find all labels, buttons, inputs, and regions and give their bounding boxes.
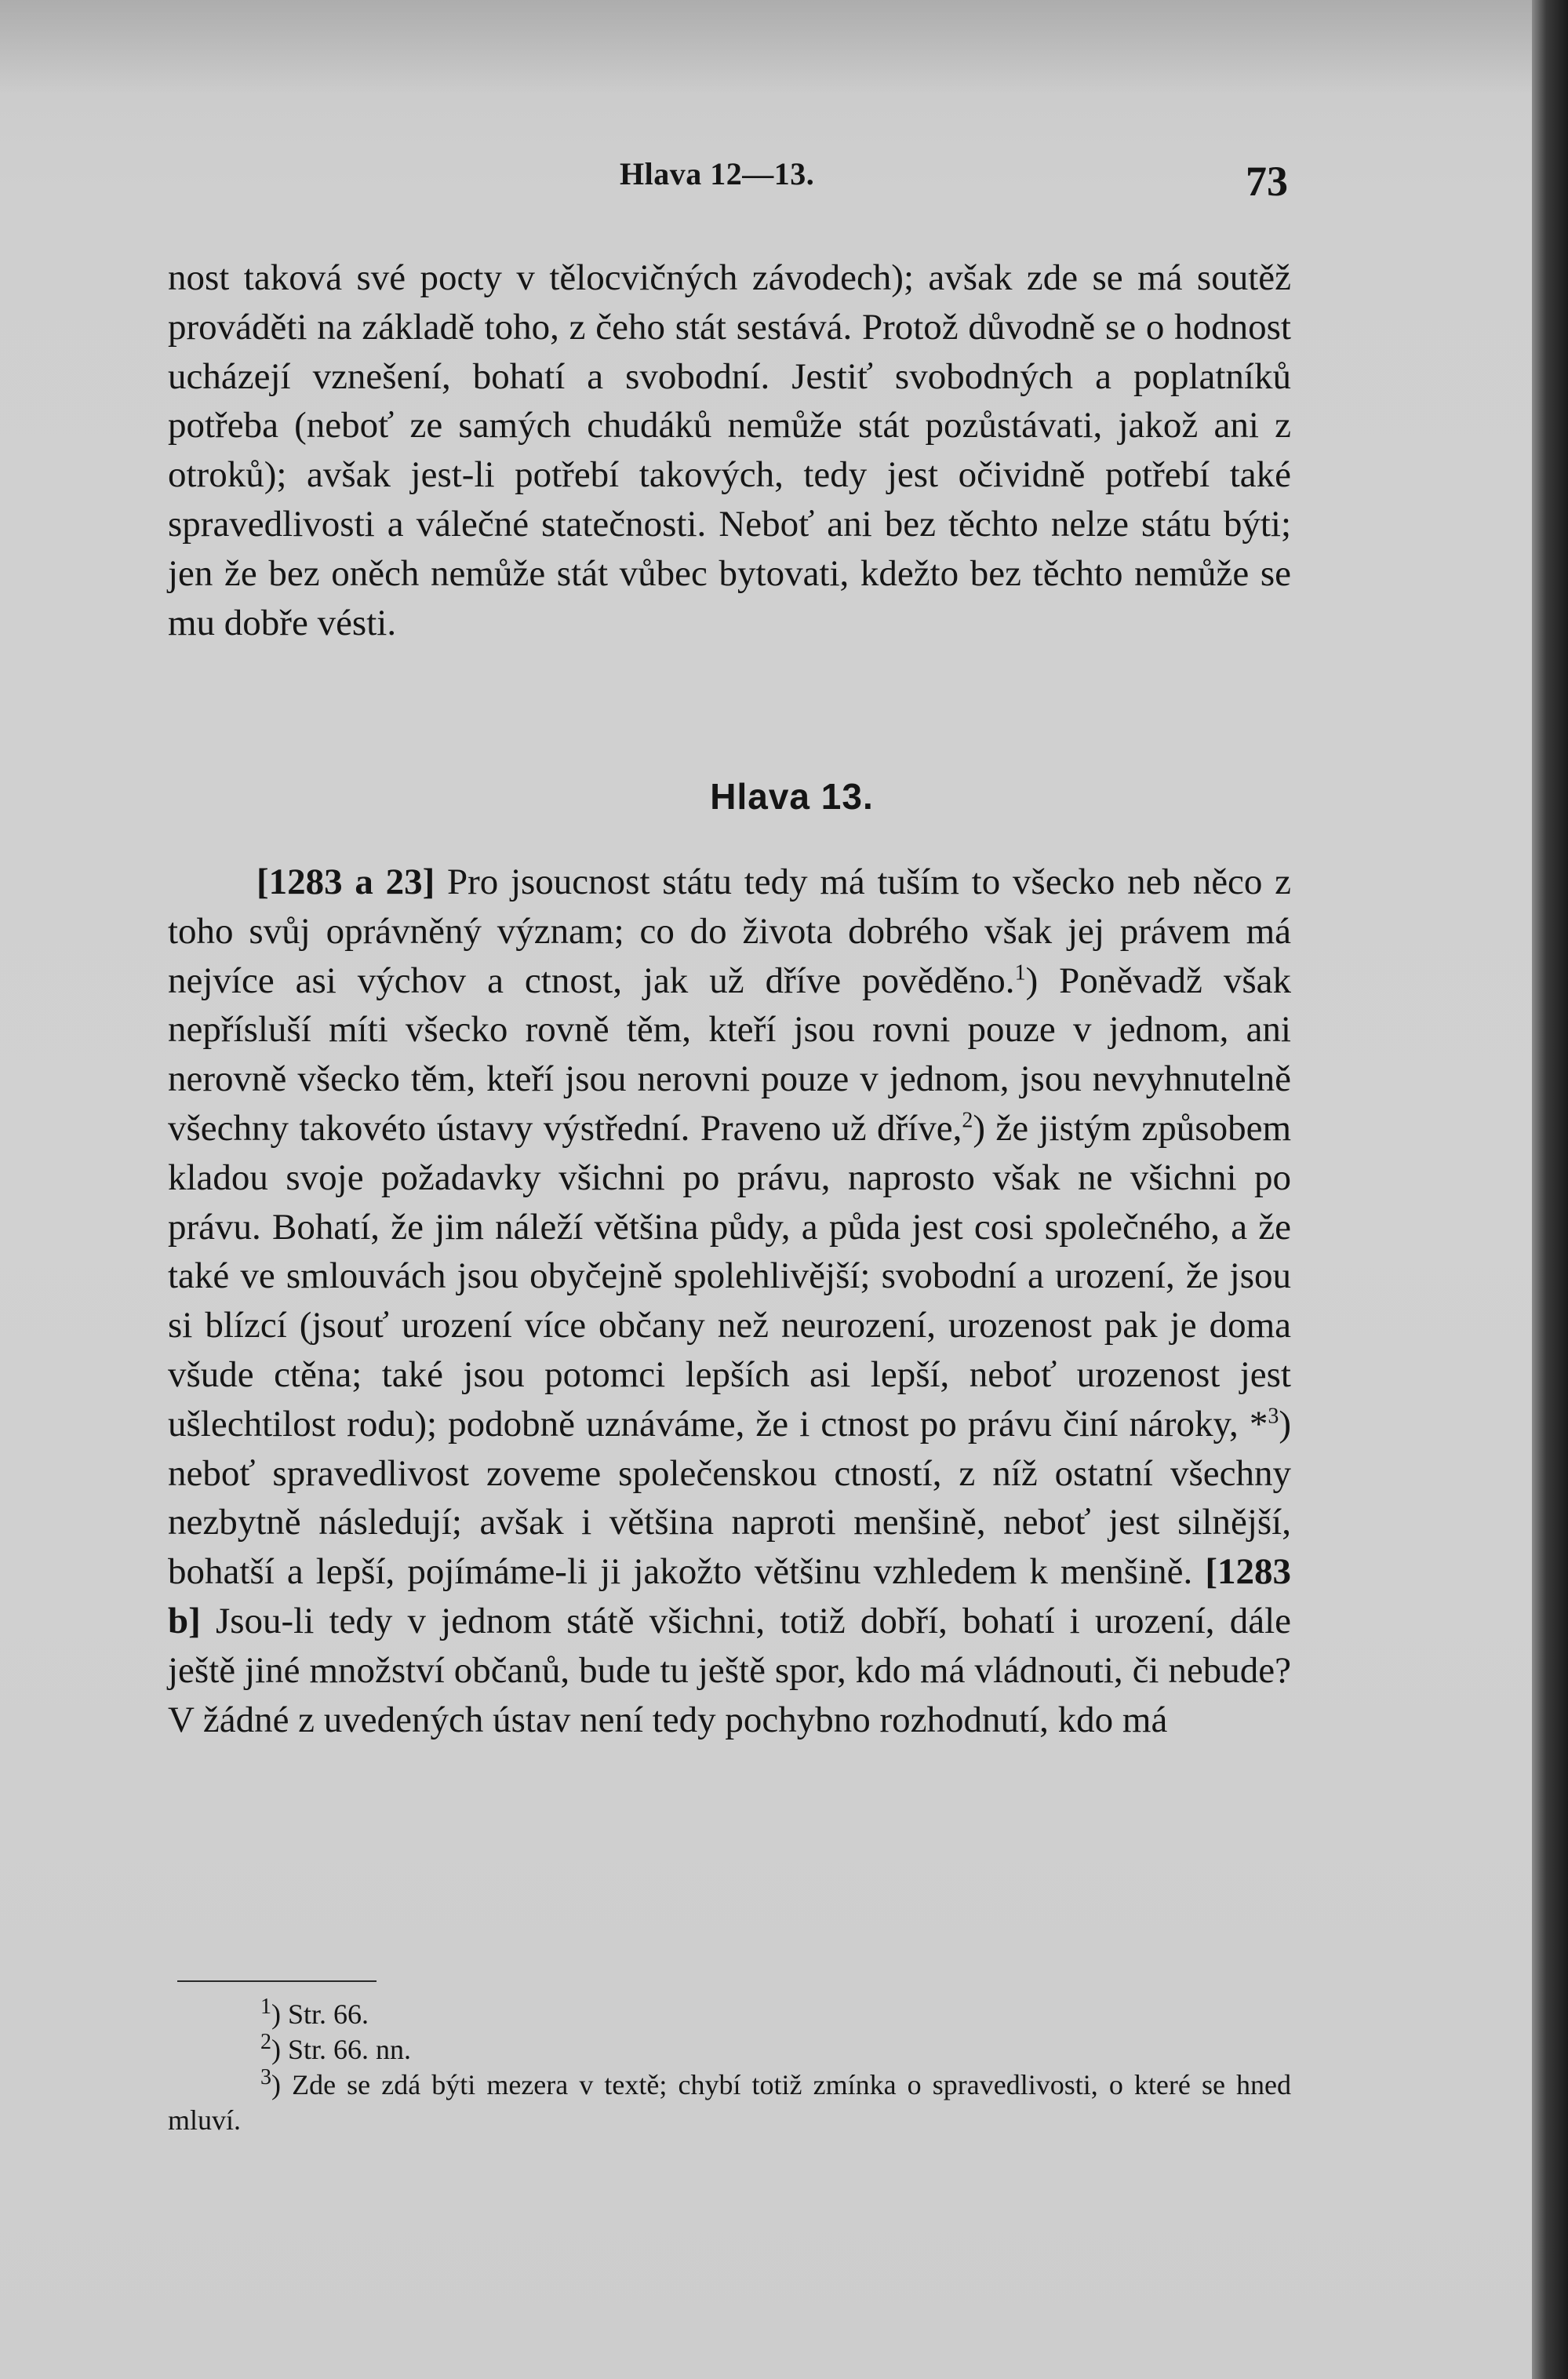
footnote-divider bbox=[177, 1980, 377, 1982]
continuation-paragraph bbox=[168, 253, 1291, 647]
chapter-paragraph bbox=[168, 858, 1291, 1744]
footnote-text: ) Str. 66. bbox=[271, 1998, 369, 2030]
page-number: 73 bbox=[1246, 158, 1288, 205]
footnote-mark: 1 bbox=[260, 1995, 271, 2019]
text-segment-1: Pro jsoucnost státu tedy má tuším to všecko neb něco z toho svůj oprávněný význam; co do života dobrého však jej právem má nejvíce asi výchov a ctnost, jak už dříve pověděno. bbox=[168, 862, 1291, 1001]
footnote-text: ) Str. 66. nn. bbox=[271, 2034, 412, 2065]
footnote-1 bbox=[168, 1997, 1291, 2032]
chapter-heading: Hlava 13. bbox=[710, 776, 874, 817]
text-segment-3: ) že jistým způsobem kladou svoje požadavky všichni po právu, naprosto však ne všichni po právu. Bohatí, že jim náleží většina půdy, a půda jest cosi společného, a že také ve smlouvách jsou obyčejně spolehlivější; svobodní a urození, že jsou si blízcí (jsouť urození více občany než neurození, urozenost pak je doma všude ctěna; také jsou potomci lepších asi lepší, neboť urozenost jest ušlechtilost rodu); podobně uznáváme, že i ctnost po právu činí nároky, * bbox=[168, 1107, 1291, 1445]
text-segment-5: Jsou-li tedy v jednom státě všichni, totiž dobří, bohatí i urození, dále ještě jiné množství občanů, bude tu ještě spor, kdo má vládnouti, či nebude? V žádné z uvedených ústav není tedy pochybno rozhodnutí, kdo má bbox=[168, 1600, 1291, 1740]
bekker-ref-a: [1283 a 23] bbox=[256, 862, 435, 902]
footnote-ref-1[interactable]: 1 bbox=[1014, 960, 1026, 985]
chapter-text bbox=[168, 858, 1291, 1744]
text-segment-4: ) neboť spravedlivost zoveme společenskou ctností, z níž ostatní všechny nezbytně následují; avšak i většina naproti menšině, neboť jest silnější, bohatší a lepší, pojímáme-li ji jakožto většinu vzhledem k menšině. bbox=[168, 1403, 1291, 1593]
footnote-ref-2[interactable]: 2 bbox=[962, 1108, 973, 1133]
footnote-mark: 3 bbox=[260, 2065, 271, 2089]
footnote-mark: 2 bbox=[260, 2030, 271, 2054]
text-segment-2: ) Poněvadž však nepřísluší míti všecko rovně těm, kteří jsou rovni pouze v jednom, ani nerovně všecko těm, kteří jsou nerovni pouze v jednom, jsou nevyhnutelně všechny takovéto ústavy výstřední. Praveno už dříve, bbox=[168, 960, 1291, 1149]
scan-top-shadow bbox=[0, 0, 1568, 94]
continuation-text: nost taková své pocty v tělocvičných závodech); avšak zde se má soutěž prováděti na základě toho, z čeho stát sestává. Protož důvodně se o hodnost ucházejí vznešení, bohatí a svobodní. Jestiť svobodných a poplatníků potřeba (neboť ze samých chudáků nemůže stát pozůstávati, jakož ani z otroků); avšak jest-li potřebí takových, tedy jest očividně potřebí také spravedlivosti a válečné statečnosti. Neboť ani bez těchto nelze státu býti; jen že bez oněch nemůže stát vůbec bytovati, kdežto bez těchto nemůže se mu dobře vésti. bbox=[168, 257, 1291, 643]
footnotes bbox=[168, 1997, 1291, 2138]
footnote-2 bbox=[168, 2032, 1291, 2068]
footnote-ref-3[interactable]: 3 bbox=[1268, 1404, 1279, 1429]
running-head: Hlava 12—13. bbox=[620, 156, 815, 191]
scan-right-edge bbox=[1532, 0, 1568, 2379]
footnote-text: ) Zde se zdá býti mezera v textě; chybí totiž zmínka o spravedlivosti, o které se hned mluví. bbox=[168, 2069, 1291, 2136]
bekker-ref-b: [1283 b] bbox=[168, 1551, 1292, 1641]
footnote-3 bbox=[168, 2065, 1291, 2138]
